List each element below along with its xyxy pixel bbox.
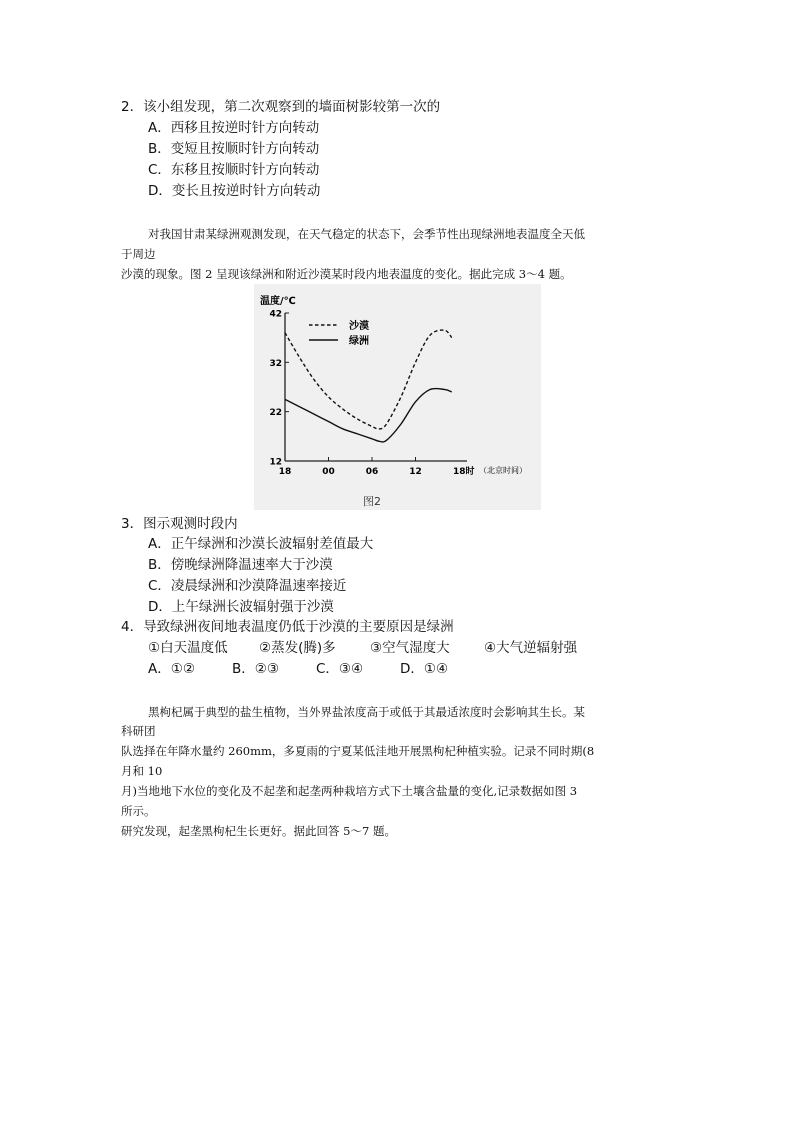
question-4-item-3: ③空气湿度大 [370, 640, 450, 656]
y-axis-label: 温度/℃ [260, 296, 296, 307]
passage-2-line-1: 黑枸杞属于典型的盐生植物，当外界盐浓度高于或低于其最适浓度时会影响其生长。某 [148, 705, 585, 719]
question-4-item-2: ②蒸发(腾)多 [259, 640, 336, 656]
question-4-answer-a: A．①② [148, 661, 195, 677]
passage-2-line-7: 研究发现，起垄黑枸杞生长更好。据此回答 5～7 题。 [121, 824, 396, 838]
x-tick-label: 00 [322, 467, 335, 477]
passage-2-line-4: 月和 10 [121, 764, 163, 778]
passage-2-line-5: 月)当地地下水位的变化及不起垄和起垄两种栽培方式下土壤含盐量的变化,记录数据如图 3 [121, 784, 578, 798]
x-axis-note: （北京时间） [479, 466, 527, 475]
question-4-item-4: ④大气逆辐射强 [484, 640, 578, 656]
passage-1-line-3: 沙漠的现象。图 2 呈现该绿洲和附近沙漠某时段内地表温度的变化。据此完成 3～4 题。 [121, 267, 572, 281]
x-tick-label: 12 [409, 467, 422, 477]
question-3-option-c: C．凌晨绿洲和沙漠降温速率接近 [148, 578, 347, 594]
passage-1-line-2: 于周边 [121, 247, 156, 261]
passage-1-line-1: 对我国甘肃某绿洲观测发现，在天气稳定的状态下，会季节性出现绿洲地表温度全天低 [148, 227, 585, 241]
question-2-option-d: D．变长且按逆时针方向转动 [148, 183, 321, 199]
passage-2-line-6: 所示。 [121, 804, 156, 818]
passage-2-line-2: 科研团 [121, 724, 156, 738]
legend-label: 绿洲 [349, 336, 369, 347]
question-3-option-d: D．上午绿洲长波辐射强于沙漠 [148, 599, 334, 615]
x-tick-label: 06 [365, 467, 379, 477]
question-2-option-a: A．西移且按逆时针方向转动 [148, 120, 320, 136]
figure-2 [254, 284, 541, 510]
question-2-stem: 2．该小组发现，第二次观察到的墙面树影较第一次的 [121, 99, 441, 115]
y-tick-label: 42 [269, 309, 282, 320]
legend-label: 沙漠 [349, 321, 369, 332]
temperature-chart [254, 284, 541, 510]
x-tick-label: 18 [278, 467, 292, 477]
passage-2-line-3: 队选择在年降水量约 260mm，多夏雨的宁夏某低洼地开展黑枸杞种植实验。记录不同时期(8 [121, 744, 595, 758]
question-4-item-1: ①白天温度低 [148, 640, 228, 656]
question-2-option-b: B．变短且按顺时针方向转动 [148, 141, 320, 157]
question-3-option-b: B．傍晚绿洲降温速率大于沙漠 [148, 557, 333, 573]
question-2-option-c: C．东移且按顺时针方向转动 [148, 162, 320, 178]
question-4-answer-c: C．③④ [316, 661, 364, 677]
question-3-stem: 3．图示观测时段内 [121, 516, 238, 532]
question-4-answer-b: B．②③ [232, 661, 279, 677]
series-line-oasis [285, 388, 452, 442]
y-tick-label: 32 [269, 358, 282, 369]
question-4-stem: 4．导致绿洲夜间地表温度仍低于沙漠的主要原因是绿洲 [121, 619, 454, 635]
figure-caption: 图2 [363, 495, 381, 508]
y-tick-label: 12 [269, 457, 282, 468]
question-4-answer-d: D．①④ [400, 661, 449, 677]
x-tick-label: 18时 [453, 467, 475, 477]
y-tick-label: 22 [269, 408, 282, 419]
question-3-option-a: A．正午绿洲和沙漠长波辐射差值最大 [148, 536, 374, 552]
